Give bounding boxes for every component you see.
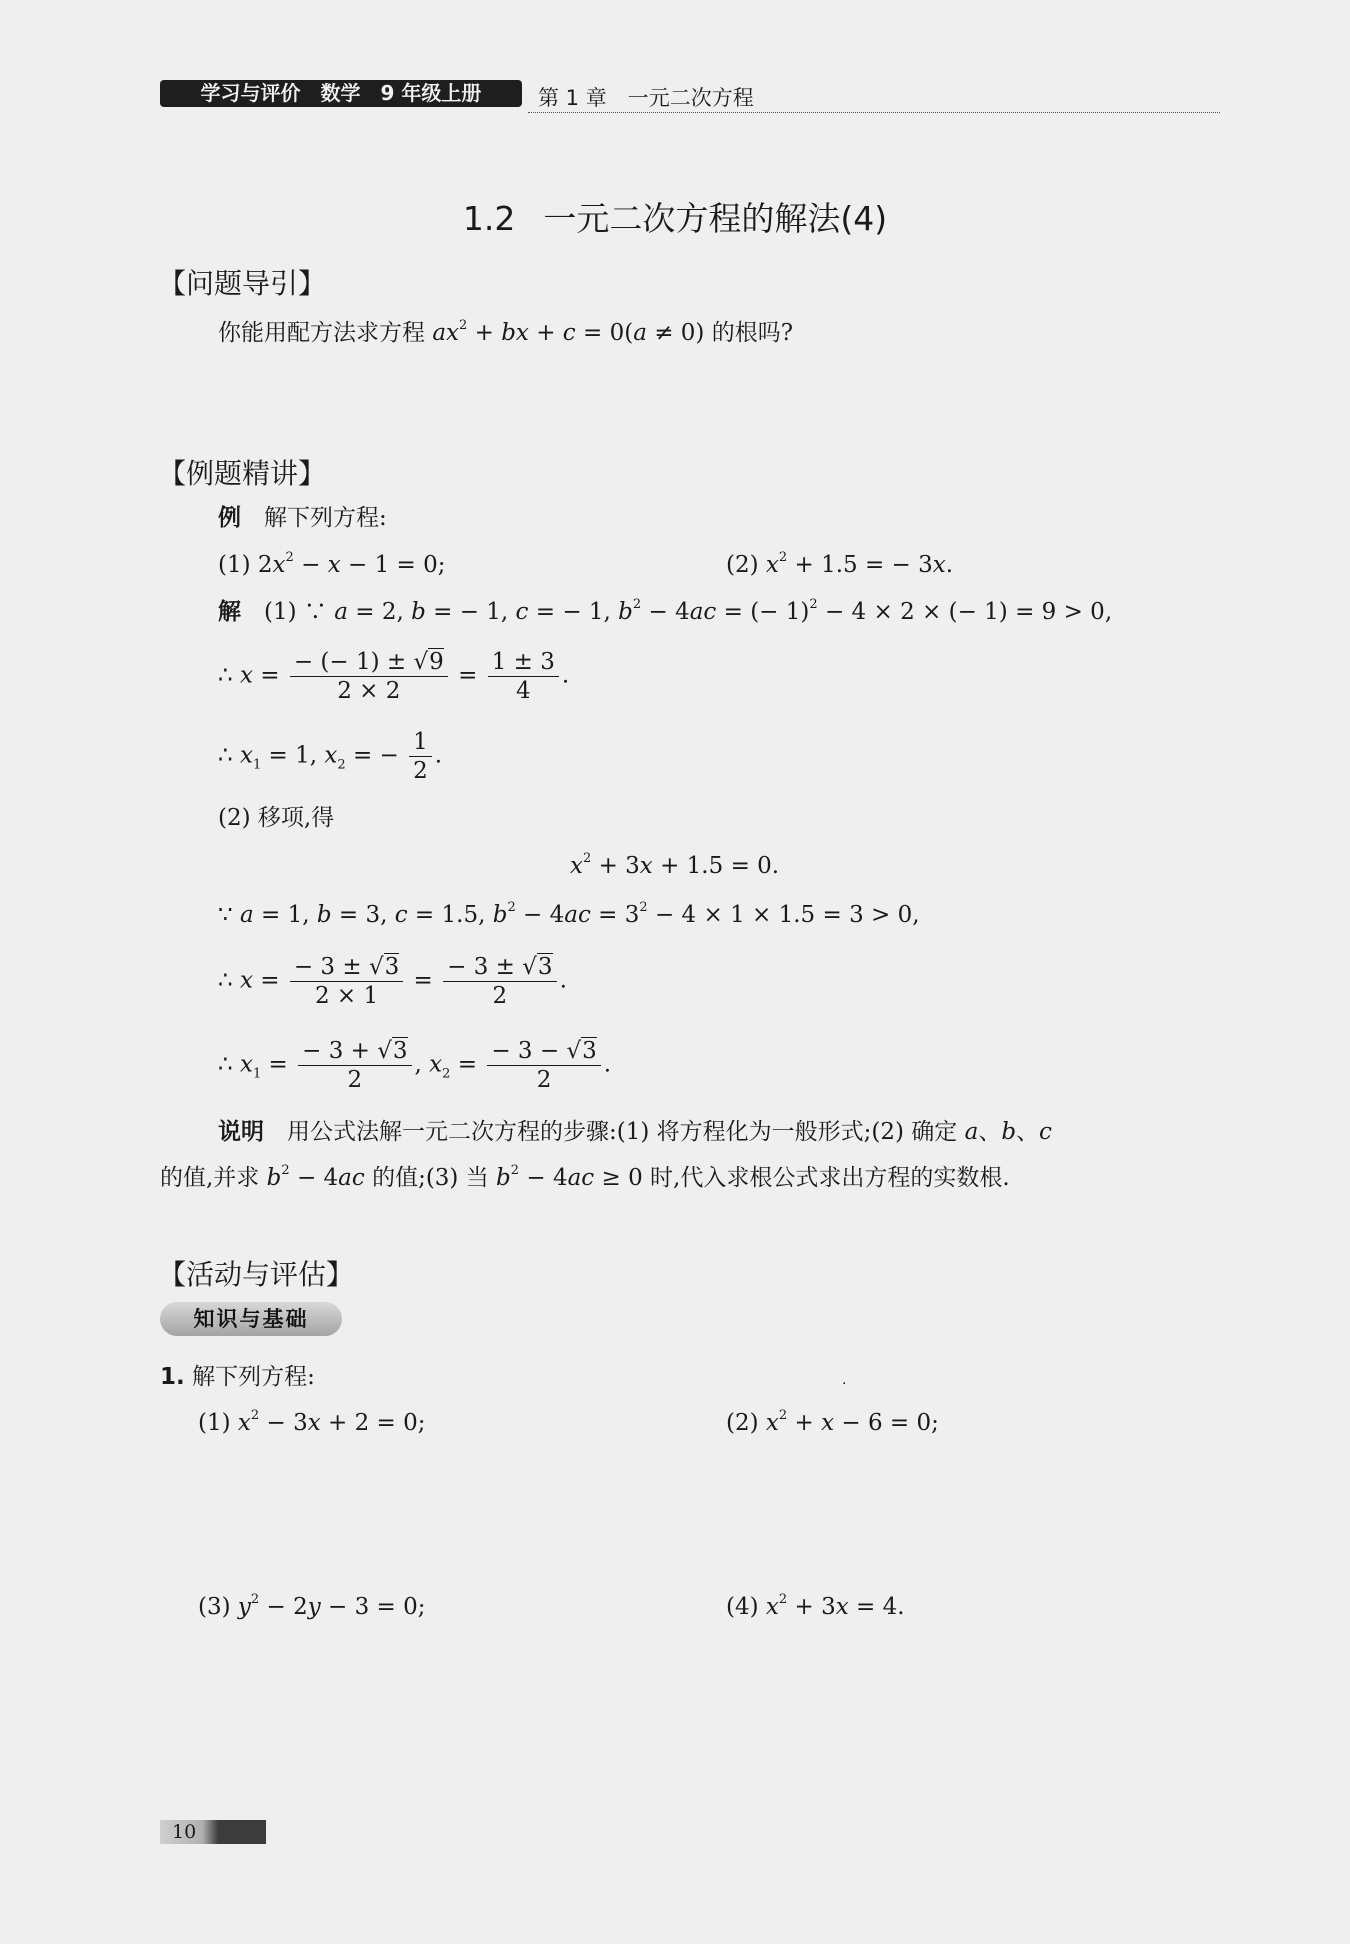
exercise-1-part-4: (4) $x^2 + 3x = 4$. [726,1592,905,1620]
exercise-1-part-3: (3) $y^2 - 2y - 3 = 0$; [198,1592,426,1620]
solution-step-1: 解 (1) ∵ a = 2, b = − 1, c = − 1, $b^2 - 4ac$ = (− 1)$^2$ − 4 × 2 × (− 1) = 9 > 0, [218,597,1113,625]
solution-part2-equation: $x^2 + 3x + 1.5 = 0$. [570,851,780,879]
solution-step-2: ∴ x = $\frac{- (- 1) \pm √9}{2 \times 2}$ = $\frac{1 \pm 3}{4}$ . [218,649,570,704]
solution-part2-coeffs: ∵ a = 1, b = 3, c = 1.5, $b^2 - 4ac = 3^2 - 4 \times 1 \times 1.5 = 3 > 0$, [218,900,920,928]
knowledge-basics-tag: 知识与基础 [160,1302,342,1336]
intro-question: 你能用配方法求方程 $ax^2$ + bx + c = 0(a ≠ 0) 的根吗? [218,318,794,346]
activity-heading: 【活动与评估】 [158,1258,355,1291]
section-number: 1.2 [462,199,516,238]
solution-step-3: ∴ $x_1 = 1$, $x_2$ = − $\frac{1}{2}$ . [218,729,443,784]
exercise-1-part-1: (1) $x^2 - 3x + 2 = 0$; [198,1408,426,1436]
example-problem-1: (1) $2x^2 - x - 1 = 0$; [218,550,446,578]
section-title: 一元二次方程的解法(4) [543,199,888,238]
intro-heading: 【问题导引】 [158,267,327,300]
page-number: 10 [172,1821,197,1843]
scan-speck: · [842,1376,847,1392]
examples-heading: 【例题精讲】 [158,457,327,490]
header-divider [528,112,1220,113]
solution-part2-step: (2) 移项,得 [218,805,335,831]
solution-part2-roots: ∴ $x_1$ = $\frac{- 3 + √3}{2}$ , $x_2$ = $\frac{- 3 - √3}{2}$ . [218,1038,612,1093]
chapter-title: 第 1 章 一元二次方程 [538,86,754,110]
exercise-1-part-2: (2) $x^2 + x - 6 = 0$; [726,1408,939,1436]
note-line-1: 说明 用公式法解一元二次方程的步骤:(1) 将方程化为一般形式;(2) 确定 a、b、c [218,1119,1052,1145]
note-line-2: 的值,并求 $b^2 - 4ac$ 的值;(3) 当 $b^2 - 4ac \ge 0$ 时,代入求根公式求出方程的实数根. [160,1163,1010,1191]
example-prompt: 例 解下列方程: [218,505,387,531]
solution-part2-formula: ∴ x = $\frac{- 3 \pm √3}{2 \times 1}$ = $\frac{- 3 \pm √3}{2}$ . [218,954,567,1009]
example-problem-2: (2) $x^2 + 1.5$ = − 3x. [726,550,954,578]
exercise-1-prompt: 1. 解下列方程: [160,1364,315,1390]
book-series-badge: 学习与评价 数学 9 年级上册 [160,80,522,107]
page-title [0,193,1350,240]
